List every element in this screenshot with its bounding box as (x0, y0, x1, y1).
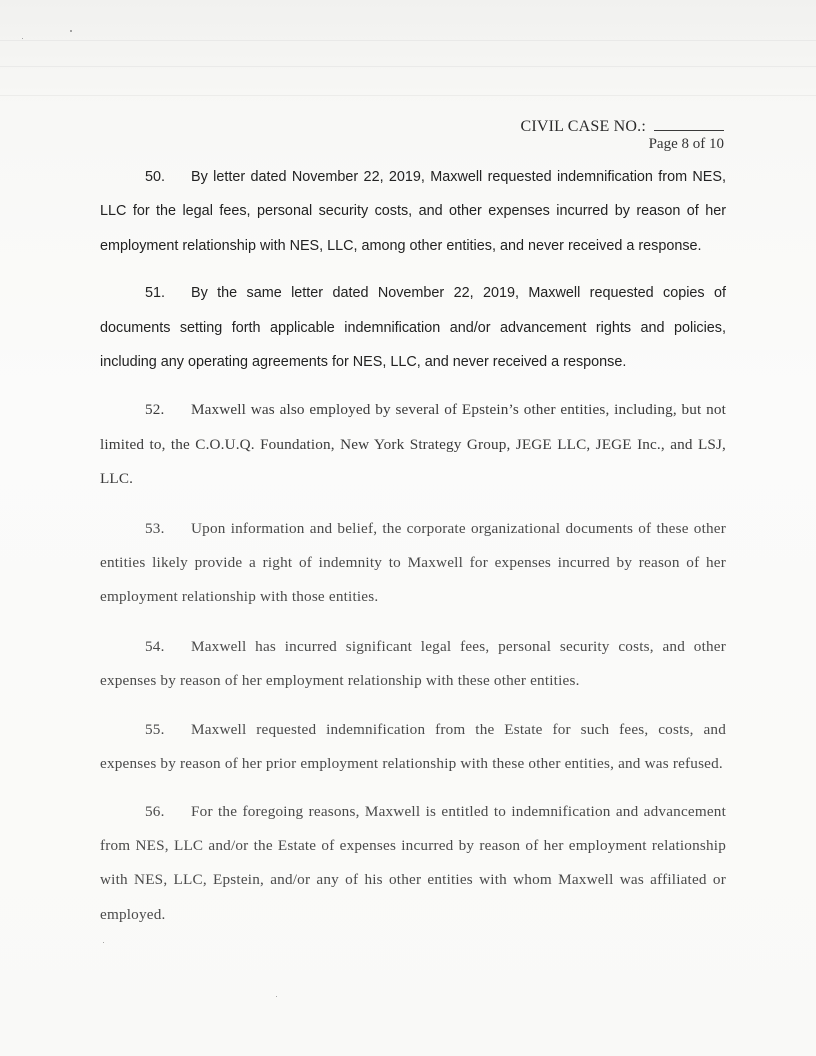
paragraph-53 (100, 512, 726, 615)
scan-speck (276, 996, 277, 997)
paragraph-56 (100, 795, 726, 933)
scan-artifact (0, 95, 816, 96)
paragraph-text: For the foregoing reasons, Maxwell is entitled to indemnification and advancement from NES, LLC and/or the Estate of expenses incurred by reason of her employment relationship with NES, LLC, Epstein, and/or any of his other entities with whom Maxwell was affiliated or employed. (100, 802, 726, 923)
paragraph-text: Maxwell has incurred significant legal fees, personal security costs, and other expenses by reason of her employment relationship with these other entities. (100, 637, 726, 690)
paragraph-number: 52. (145, 401, 165, 419)
page-number: Page 8 of 10 (648, 136, 724, 152)
paragraph-50 (100, 160, 726, 263)
case-number-line (520, 116, 724, 136)
paragraph-54 (100, 630, 726, 699)
paragraph-number: 54. (145, 637, 165, 655)
scan-artifact (0, 66, 816, 67)
paragraph-52 (100, 393, 726, 496)
paragraph-text: By the same letter dated November 22, 2019, Maxwell requested copies of documents setting forth applicable indemnification and/or advancement rights and policies, including any operating agreements for NES, LLC, and never received a response. (100, 285, 726, 371)
paragraph-51 (100, 276, 726, 379)
paragraph-text: Maxwell requested indemnification from the Estate for such fees, costs, and expenses by reason of her prior employment relationship with these other entities, and was refused. (100, 720, 726, 773)
case-number-label: CIVIL CASE NO.: (520, 118, 646, 135)
paragraph-text: Upon information and belief, the corporate organizational documents of these other entities likely provide a right of indemnity to Maxwell for expenses incurred by reason of her employment relationship with those entities. (100, 519, 726, 606)
paragraph-number: 56. (145, 802, 165, 820)
paragraph-text: By letter dated November 22, 2019, Maxwell requested indemnification from NES, LLC for the legal fees, personal security costs, and other expenses incurred by reason of her employment relationship with NES, LLC, among other entities, and never received a response. (100, 169, 726, 254)
paragraph-text: Maxwell was also employed by several of Epstein’s other entities, including, but not limited to, the C.O.U.Q. Foundation, New York Strategy Group, JEGE LLC, JEGE Inc., and LSJ, LLC. (100, 401, 726, 488)
document-body (100, 160, 726, 932)
scan-speck (22, 38, 23, 39)
paragraph-55 (100, 713, 726, 782)
paragraph-number: 51. (145, 285, 166, 302)
scan-artifact (0, 40, 816, 41)
paragraph-number: 53. (145, 519, 165, 537)
case-number-blank (654, 116, 724, 131)
scan-speck (70, 30, 72, 32)
page-header (520, 116, 724, 153)
paragraph-number: 50. (145, 169, 166, 185)
scan-speck (103, 942, 104, 943)
paragraph-number: 55. (145, 720, 165, 738)
